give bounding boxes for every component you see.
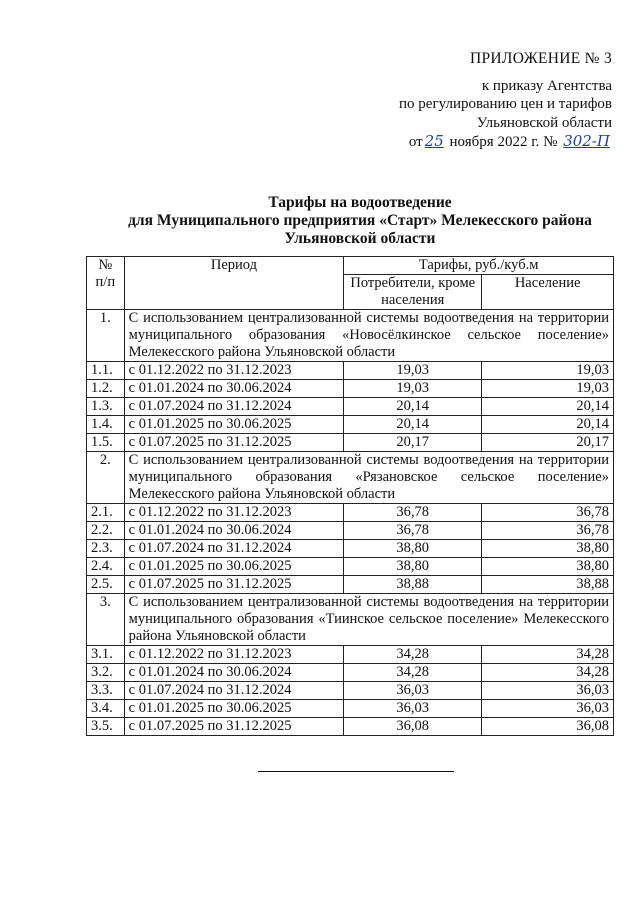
- section-row: [87, 452, 614, 504]
- header-consumers: Потребители, кроме населения: [344, 275, 482, 310]
- header-period: Период: [124, 257, 344, 310]
- row-period: с 01.07.2024 по 31.12.2024: [124, 398, 344, 416]
- table-row: [87, 416, 614, 434]
- row-consumers-tariff: 36,03: [344, 682, 482, 700]
- table-row: [87, 540, 614, 558]
- row-population-tariff: 36,03: [482, 682, 614, 700]
- row-period: с 01.01.2024 по 30.06.2024: [124, 380, 344, 398]
- appendix-line-2: по регулированию цен и тарифов: [399, 96, 612, 112]
- appendix-line-3: Ульяновской области: [476, 114, 612, 131]
- tariffs-table: [86, 256, 614, 736]
- row-population-tariff: 36,78: [482, 522, 614, 540]
- row-period: с 01.07.2024 по 31.12.2024: [124, 540, 344, 558]
- row-population-tariff: 36,78: [482, 504, 614, 522]
- row-period: с 01.01.2025 по 30.06.2025: [124, 558, 344, 576]
- row-population-tariff: 19,03: [482, 362, 614, 380]
- table-row: [87, 362, 614, 380]
- title-line-2: для Муниципального предприятия «Старт» Мелекесского района: [128, 212, 592, 229]
- row-number: 1.3.: [87, 398, 125, 416]
- document-title: [80, 194, 640, 248]
- row-period: с 01.01.2024 по 30.06.2024: [124, 664, 344, 682]
- row-population-tariff: 20,17: [482, 434, 614, 452]
- appendix-line-1: к приказу Агентства: [481, 77, 612, 94]
- row-consumers-tariff: 34,28: [344, 664, 482, 682]
- section-description: С использованием централизованной системы водоотведения на территории муниципального образования «Новосёлкинское сельское поселение» Мелекесского района Ульяновской области: [124, 310, 613, 362]
- header-tariffs: Тарифы, руб./куб.м: [344, 257, 614, 275]
- title-line-1: Тарифы на водоотведение: [268, 194, 452, 211]
- table-row: [87, 522, 614, 540]
- row-population-tariff: 38,80: [482, 558, 614, 576]
- footer-rule: [258, 771, 454, 772]
- row-period: с 01.07.2025 по 31.12.2025: [124, 576, 344, 594]
- section-number: 3.: [87, 594, 125, 646]
- row-population-tariff: 38,80: [482, 540, 614, 558]
- row-population-tariff: 34,28: [482, 646, 614, 664]
- row-number: 2.2.: [87, 522, 125, 540]
- row-consumers-tariff: 19,03: [344, 362, 482, 380]
- row-period: с 01.01.2025 по 30.06.2025: [124, 700, 344, 718]
- section-row: [87, 310, 614, 362]
- row-number: 3.4.: [87, 700, 125, 718]
- row-period: с 01.07.2025 по 31.12.2025: [124, 718, 344, 736]
- table-row: [87, 380, 614, 398]
- row-consumers-tariff: 38,88: [344, 576, 482, 594]
- header-population: Население: [482, 275, 614, 310]
- handwritten-day: 25: [424, 132, 444, 150]
- row-number: 3.1.: [87, 646, 125, 664]
- section-number: 2.: [87, 452, 125, 504]
- date-prefix: от: [408, 134, 423, 150]
- row-number: 3.3.: [87, 682, 125, 700]
- section-description: С использованием централизованной системы водоотведения на территории муниципального образования «Рязановское сельское поселение» Мелекесского района Ульяновской области: [124, 452, 613, 504]
- section-row: [87, 594, 614, 646]
- row-population-tariff: 36,03: [482, 700, 614, 718]
- appendix-date-line: [312, 132, 612, 152]
- table-row: [87, 718, 614, 736]
- row-number: 1.2.: [87, 380, 125, 398]
- table-row: [87, 682, 614, 700]
- row-period: с 01.12.2022 по 31.12.2023: [124, 504, 344, 522]
- table-body: [87, 310, 614, 736]
- row-consumers-tariff: 38,80: [344, 540, 482, 558]
- row-population-tariff: 20,14: [482, 416, 614, 434]
- table-row: [87, 576, 614, 594]
- section-number: 1.: [87, 310, 125, 362]
- row-consumers-tariff: 36,78: [344, 504, 482, 522]
- row-number: 3.5.: [87, 718, 125, 736]
- table-row: [87, 664, 614, 682]
- table-row: [87, 646, 614, 664]
- row-population-tariff: 36,08: [482, 718, 614, 736]
- row-number: 1.1.: [87, 362, 125, 380]
- row-period: с 01.07.2024 по 31.12.2024: [124, 682, 344, 700]
- row-population-tariff: 19,03: [482, 380, 614, 398]
- row-number: 2.5.: [87, 576, 125, 594]
- row-consumers-tariff: 20,14: [344, 416, 482, 434]
- row-number: 1.5.: [87, 434, 125, 452]
- table-row: [87, 558, 614, 576]
- row-consumers-tariff: 36,78: [344, 522, 482, 540]
- row-period: с 01.12.2022 по 31.12.2023: [124, 646, 344, 664]
- row-period: с 01.07.2025 по 31.12.2025: [124, 434, 344, 452]
- row-consumers-tariff: 19,03: [344, 380, 482, 398]
- appendix-header: [312, 50, 612, 152]
- table-row: [87, 434, 614, 452]
- row-number: 1.4.: [87, 416, 125, 434]
- row-population-tariff: 20,14: [482, 398, 614, 416]
- header-num: № п/п: [87, 257, 125, 310]
- title-line-3: Ульяновской области: [284, 230, 436, 247]
- row-consumers-tariff: 36,08: [344, 718, 482, 736]
- row-number: 2.4.: [87, 558, 125, 576]
- row-population-tariff: 38,88: [482, 576, 614, 594]
- row-consumers-tariff: 20,17: [344, 434, 482, 452]
- row-number: 2.3.: [87, 540, 125, 558]
- date-rest: ноября 2022 г. №: [449, 134, 558, 150]
- table-row: [87, 504, 614, 522]
- table-row: [87, 700, 614, 718]
- section-description: С использованием централизованной системы водоотведения на территории муниципального образования «Тиинское сельское поселение» Мелекесского района Ульяновской области: [124, 594, 613, 646]
- row-number: 3.2.: [87, 664, 125, 682]
- row-population-tariff: 34,28: [482, 664, 614, 682]
- row-consumers-tariff: 38,80: [344, 558, 482, 576]
- row-period: с 01.01.2024 по 30.06.2024: [124, 522, 344, 540]
- row-number: 2.1.: [87, 504, 125, 522]
- handwritten-order-number: 302-П: [563, 132, 610, 150]
- table-row: [87, 398, 614, 416]
- row-consumers-tariff: 36,03: [344, 700, 482, 718]
- row-period: с 01.01.2025 по 30.06.2025: [124, 416, 344, 434]
- row-consumers-tariff: 34,28: [344, 646, 482, 664]
- row-period: с 01.12.2022 по 31.12.2023: [124, 362, 344, 380]
- appendix-title: ПРИЛОЖЕНИЕ № 3: [469, 50, 612, 67]
- row-consumers-tariff: 20,14: [344, 398, 482, 416]
